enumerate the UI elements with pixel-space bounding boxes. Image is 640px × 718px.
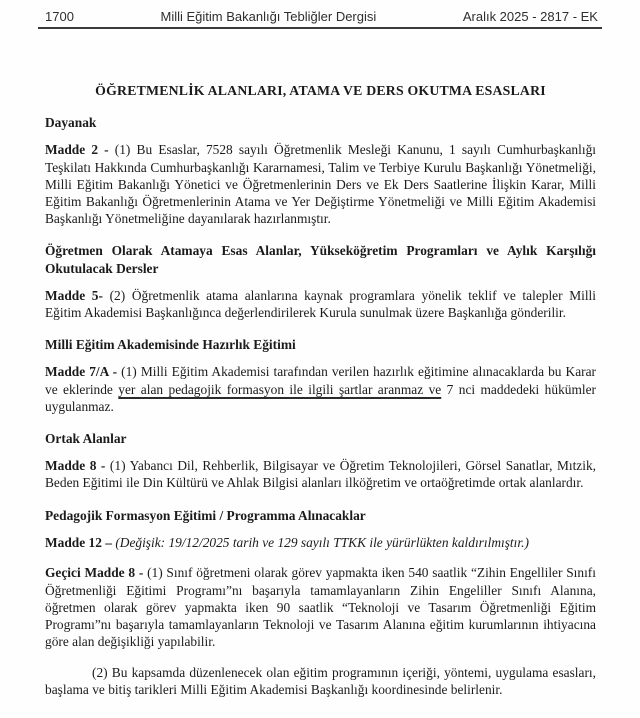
- gecici-madde-8-label: Geçici Madde 8 -: [45, 565, 148, 581]
- document-title: ÖĞRETMENLİK ALANLARI, ATAMA VE DERS OKUTMA ESASLARI: [95, 83, 546, 98]
- document-body: [45, 82, 596, 698]
- page-number: 1700: [45, 9, 74, 24]
- issue-label: Aralık 2025 - 2817 - EK: [462, 9, 598, 24]
- heading-pedagojik-formasyon: Pedagojik Formasyon Eğitimi / Programma Alınacaklar: [45, 507, 366, 523]
- underlined-phrase: yer alan pedagojik formasyon ile ilgili şartlar aranmaz ve: [118, 381, 442, 397]
- journal-title: Milli Eğitim Bakanlığı Tebliğler Dergisi: [160, 9, 377, 24]
- madde-5-text: (2) Öğretmenlik atama alanlarına kaynak programlara yönelik teklif ve talepler Milli Eğitim Akademisi Başkanlığınca değerlendirilerek Kurula sunulmak üzere Başkanlığa gönderilir.: [45, 287, 596, 321]
- paragraph-madde-8: [45, 457, 596, 491]
- paragraph-madde-7a: [45, 363, 596, 415]
- madde-7a-label: Madde 7/A -: [45, 364, 122, 380]
- madde-8-label: Madde 8 -: [45, 458, 110, 474]
- heading-hazirlik-egitimi: Milli Eğitim Akademisinde Hazırlık Eğitimi: [45, 337, 296, 353]
- heading-ortak-alanlar: Ortak Alanlar: [45, 431, 127, 447]
- madde-5-label: Madde 5-: [45, 287, 110, 303]
- paragraph-gecici-madde-8: [45, 564, 596, 650]
- paragraph-gecici-madde-8-fikra-2: [45, 664, 596, 698]
- paragraph-madde-2: [45, 141, 596, 227]
- paragraph-madde-12: [45, 534, 596, 551]
- heading-atama-esas-alanlar: Öğretmen Olarak Atamaya Esas Alanlar, Yükseköğretim Programları ve Aylık Karşılığı Okutulacak Dersler: [45, 243, 596, 276]
- madde-12-label: Madde 12 –: [45, 534, 116, 550]
- madde-12-repeal-note: (Değişik: 19/12/2025 tarih ve 129 sayılı TTKK ile yürürlükten kaldırılmıştır.): [115, 534, 529, 550]
- madde-2-text: (1) Bu Esaslar, 7528 sayılı Öğretmenlik Mesleği Kanunu, 1 sayılı Cumhurbaşkanlığı Teşkilatı Hakkında Cumhurbaşkanlığı Kararnamesi, Talim ve Terbiye Kurulu Başkanlığı Yönetmeliği, Milli Eğitim Bakanlığı Yönetici ve Öğretmenlerinin Ders ve Ek Ders Saatlerine İlişkin Karar, Milli Eğitim Bakanlığı Öğretmenlerinin Atama ve Yer Değiştirme Yönetmeliği ve Milli Eğitim Akademisi Başkanlığı Yönetmeliğine dayanılarak hazırlanmıştır.: [45, 142, 596, 227]
- heading-dayanak: Dayanak: [45, 115, 97, 131]
- gecici-madde-8-text: (1) Sınıf öğretmeni olarak görev yapmakta iken 540 saatlik “Zihin Engelliler Sınıfı Öğretmenliği Eğitimi Programı”nı başarıyla tamamlayanların Zihin Engeliller Sınıfı Alanına, öğretmen olarak görev yapmakta iken 90 saatlik “Teknoloji ve Tasarım Öğretmenliği Eğitim Programı”nı başarıyla tamamlayanların Teknoloji ve Tasarım Alanına eğitim kurumlarının ihtiyacına göre alan değişikliği yapılabilir.: [45, 565, 596, 650]
- madde-7a-text-pre: (1) Milli Eğitim Akademisi tarafından verilen hazırlık eğitimine alınacaklarda bu Karar ve eklerinde: [45, 364, 596, 397]
- gecici-madde-8-fikra-2-text: (2) Bu kapsamda düzenlenecek olan eğitim programının içeriği, yöntemi, uygulama esasları, başlama ve bitiş tarikleri Milli Eğitim Akademisi Başkanlığı koordinesinde belirlenir.: [45, 664, 596, 698]
- paragraph-madde-5: [45, 287, 596, 321]
- running-header: [0, 0, 640, 24]
- madde-7a-text-post: 7 nci maddedeki hükümler uygulanmaz.: [45, 381, 596, 414]
- madde-8-text: (1) Yabancı Dil, Rehberlik, Bilgisayar ve Öğretim Teknolojileri, Görsel Sanatlar, Mıtzik, Beden Eğitimi ile Din Kültürü ve Ahlak Bilgisi alanları ilköğretim ve ortaöğretimde ortak alanlardır.: [45, 458, 597, 491]
- header-divider: [38, 27, 602, 29]
- madde-2-label: Madde 2 -: [45, 142, 115, 158]
